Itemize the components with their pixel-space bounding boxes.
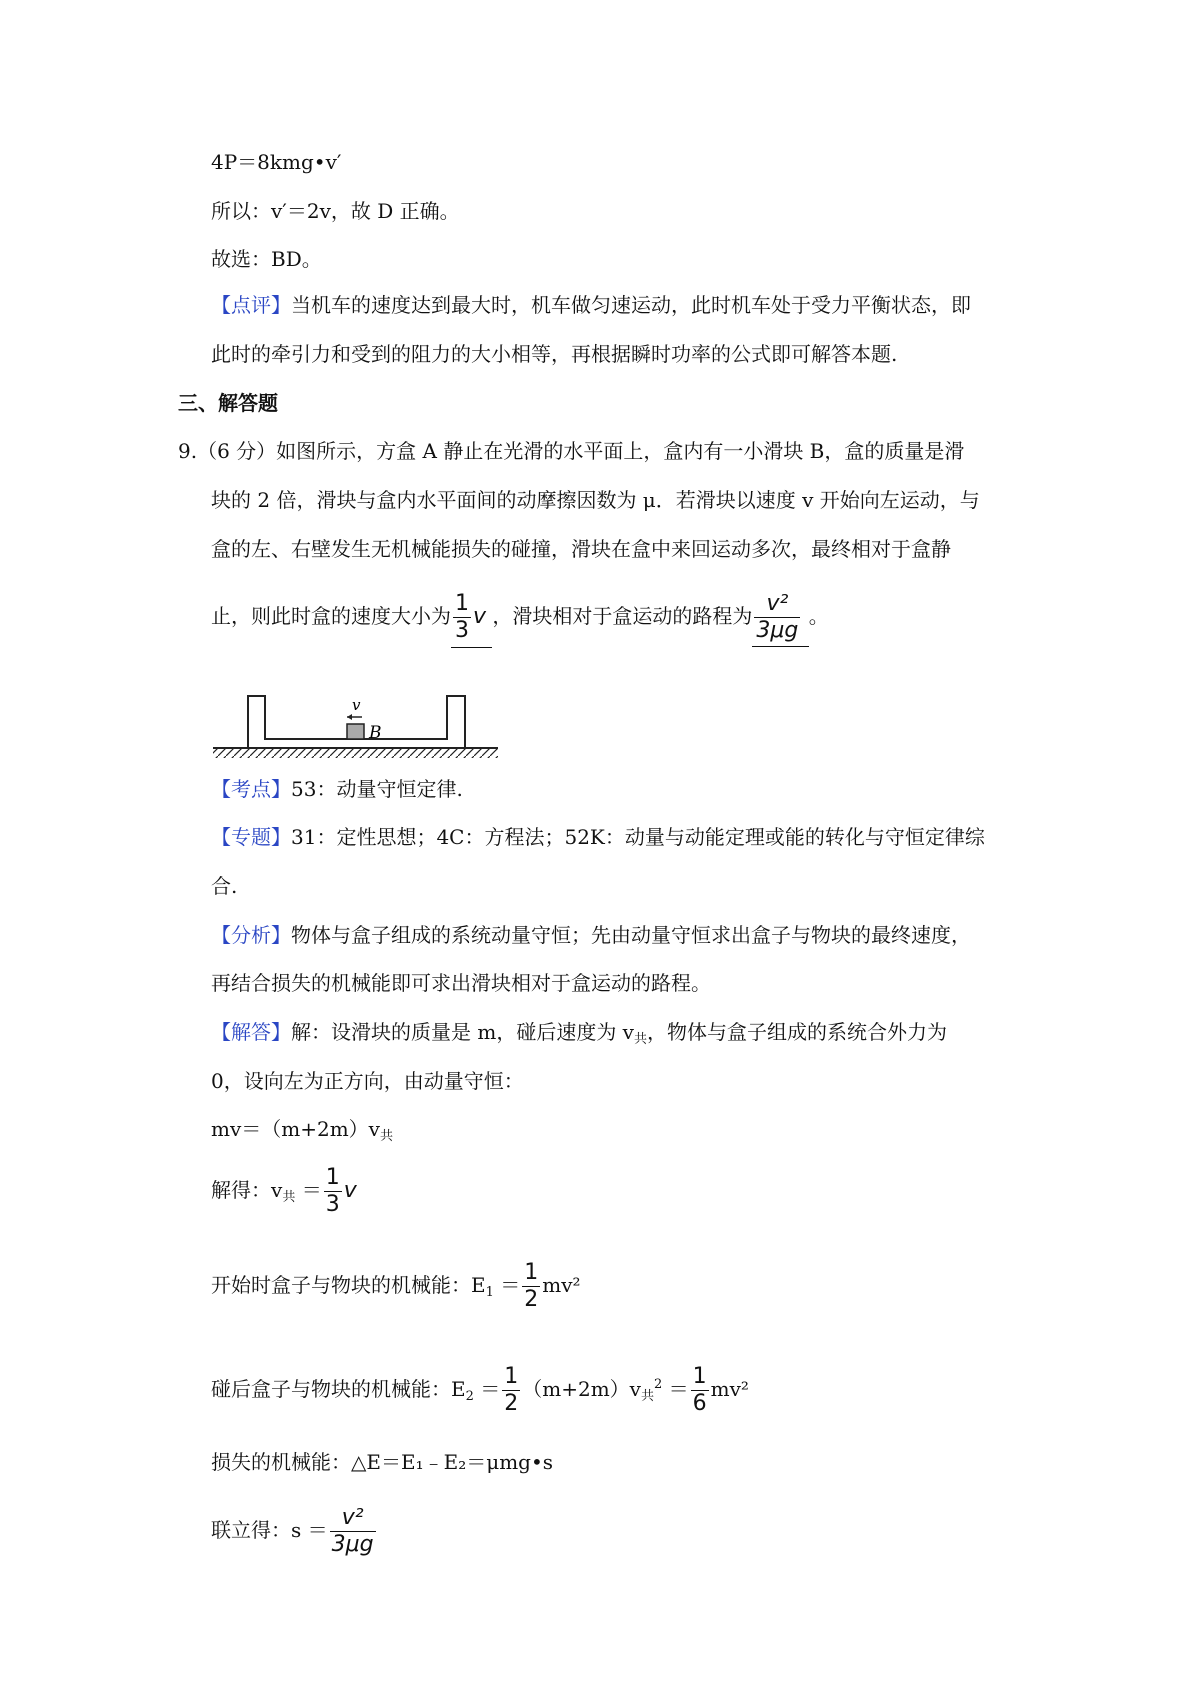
question-text: ，滑块相对于盒运动的路程为 — [492, 604, 753, 628]
text-line: 所以：v′＝2v，故 D 正确。 — [211, 199, 460, 223]
comment-text: 当机车的速度达到最大时，机车做匀速运动，此时机车处于受力平衡状态，即 — [291, 293, 971, 317]
label-v: v — [352, 696, 361, 714]
equation: 解得：$v_共$ ＝ $\frac{1}{3}$ v — [211, 1165, 357, 1217]
section-title: 三、解答题 — [178, 391, 278, 415]
question-text: 止，则此时盒的速度大小为 — [211, 604, 451, 628]
jieda-line: 【解答】解：设滑块的质量是 m，碰后速度为 $v_共$，物体与盒子组成的系统合外力为 — [211, 1020, 947, 1047]
equation: 联立得：s ＝ $\frac{\text{v²}}{3\mu g}$ — [211, 1505, 374, 1557]
question-line: 块的 2 倍，滑块与盒内水平面间的动摩擦因数为 μ．若滑块以速度 v 开始向左运动，与 — [211, 488, 980, 512]
equation: 开始时盒子与物块的机械能：$E_1$ ＝ $\frac{1}{2}$ mv² — [211, 1260, 581, 1312]
equation: 碰后盒子与物块的机械能：$E_2$ ＝ $\frac{1}{2}$ $(m+2m)v_共^2$ ＝ $\frac{1}{6}$ mv² — [211, 1364, 749, 1416]
zhuanti-line: 合. — [211, 874, 238, 898]
question-line: 9.（6 分）如图所示，方盒 A 静止在光滑的水平面上，盒内有一小滑块 B，盒的质量是滑 — [178, 439, 965, 463]
comment-tag: 【点评】 — [211, 293, 291, 317]
equation: 损失的机械能：△E＝E₁﹣E₂＝μmg•s — [211, 1450, 554, 1474]
question-line: 止，则此时盒的速度大小为 $\frac{1}{3}$ v ，滑块相对于盒运动的路程为 $\frac{\text{v²}}{3\mu g}$ 。 — [211, 586, 829, 648]
label-b: B — [369, 723, 382, 743]
fenxi-line: 【分析】物体与盒子组成的系统动量守恒；先由动量守恒求出盒子与物块的最终速度， — [211, 923, 971, 947]
block-b — [347, 724, 364, 739]
question-line: 盒的左、右壁发生无机械能损失的碰撞，滑块在盒中来回运动多次，最终相对于盒静 — [211, 537, 951, 561]
zhuanti-line: 【专题】31：定性思想；4C：方程法；52K：动量与动能定理或能的转化与守恒定律综 — [211, 825, 985, 849]
text-line: 故选：BD。 — [211, 247, 322, 271]
jieda-line: 0，设向左为正方向，由动量守恒： — [211, 1069, 524, 1093]
answer-blank-path: $\frac{\text{v²}}{3\mu g}$ — [752, 586, 808, 647]
fenxi-line: 再结合损失的机械能即可求出滑块相对于盒运动的路程。 — [211, 971, 711, 995]
equation: $mv=(m+2m)v_共$ — [211, 1117, 393, 1144]
box-diagram — [210, 676, 500, 768]
comment-line: 此时的牵引力和受到的阻力的大小相等，再根据瞬时功率的公式即可解答本题. — [211, 342, 898, 366]
text-line: 4P＝8kmg•v′ — [211, 150, 342, 174]
comment-line — [211, 291, 971, 319]
answer-blank-velocity: $\frac{1}{3}$ v — [451, 586, 492, 648]
kaodian-line: 【考点】53：动量守恒定律. — [211, 777, 463, 801]
